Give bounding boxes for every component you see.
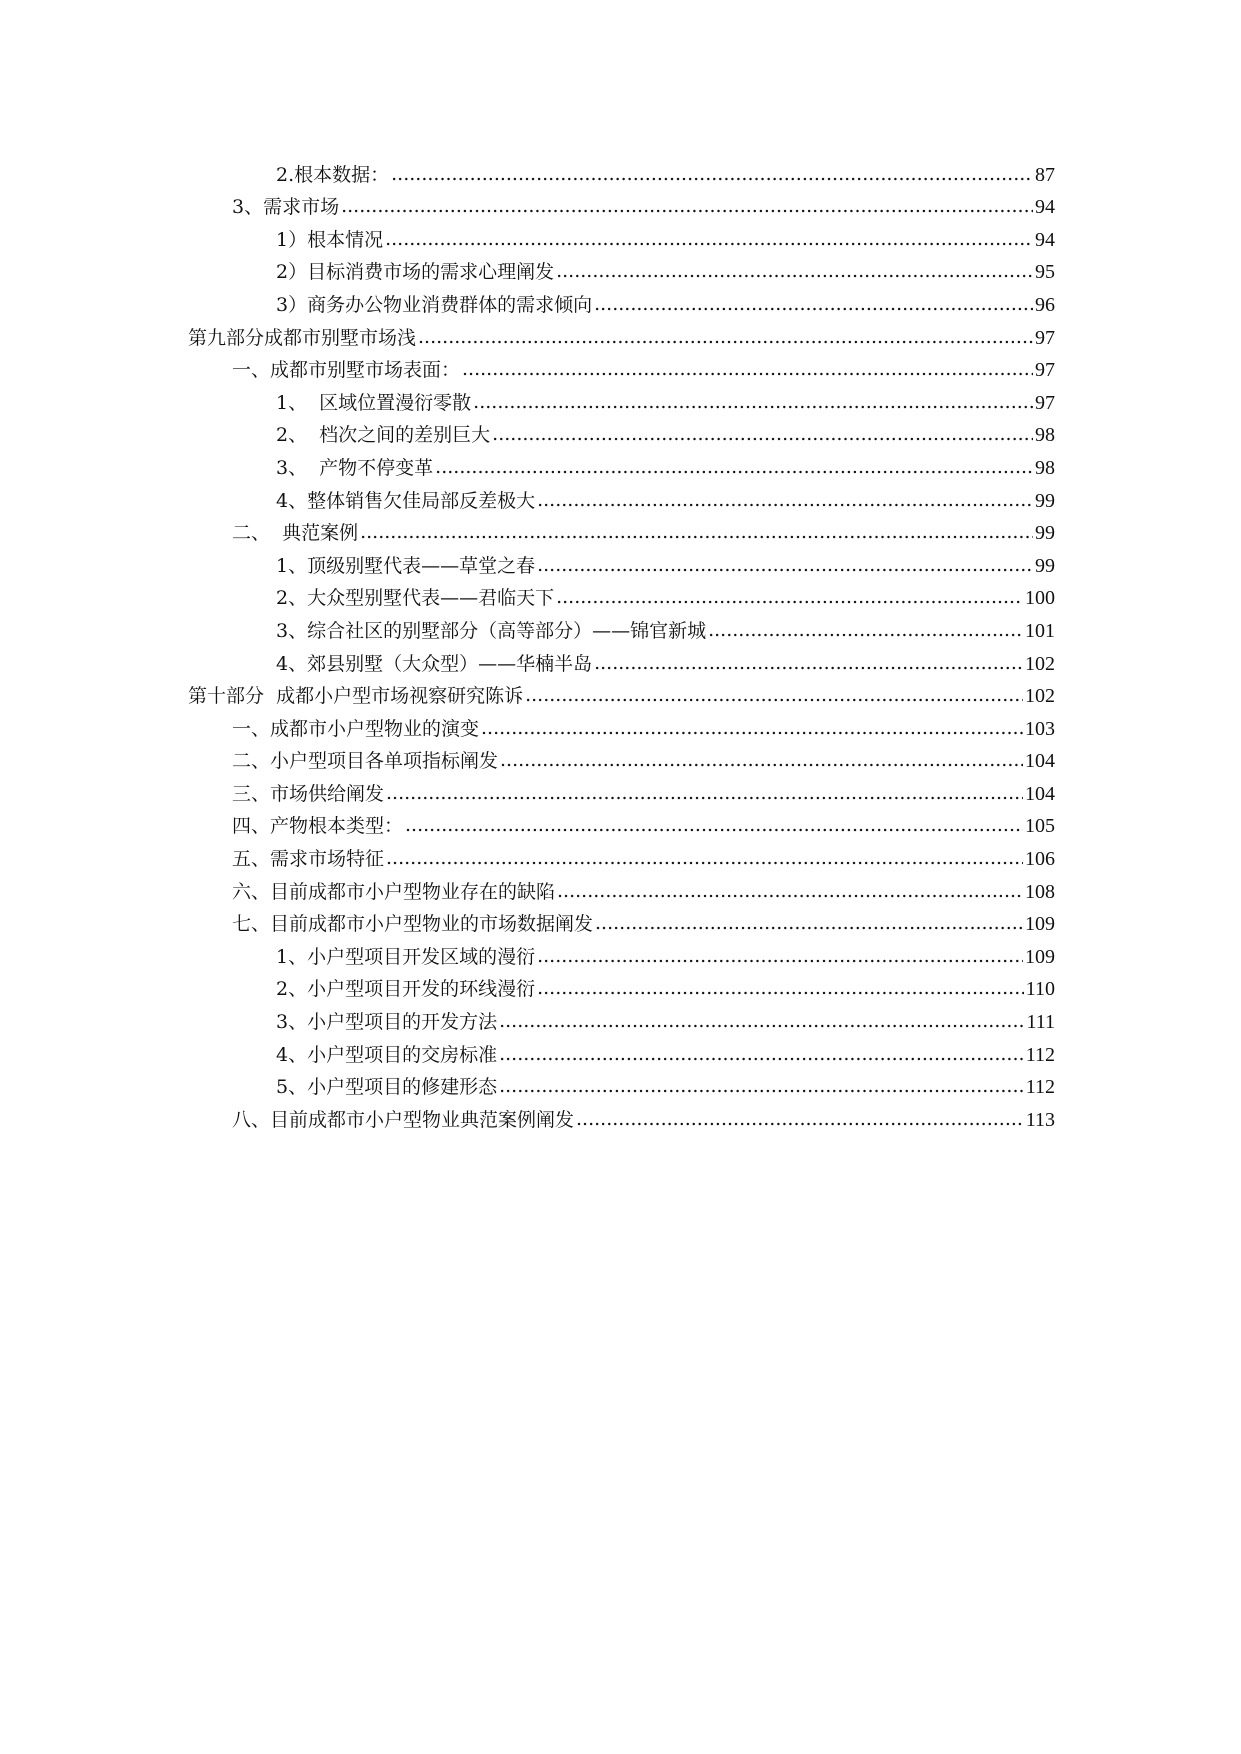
toc-entry-title: 1）根本情况 [276, 228, 384, 251]
toc-entry[interactable] [0, 905, 1241, 938]
toc-entry-title: 三、市场供给阐发 [232, 782, 385, 805]
toc-dot-leader [595, 912, 1023, 936]
toc-dot-leader [473, 391, 1033, 415]
toc-entry-title: 七、目前成都市小户型物业的市场数据阐发 [232, 913, 594, 936]
toc-dot-leader [462, 358, 1033, 382]
toc-entry[interactable] [0, 220, 1241, 253]
toc-entry[interactable] [0, 448, 1241, 481]
toc-dot-leader [385, 228, 1033, 252]
toc-entry-title: 六、目前成都市小户型物业存在的缺陷 [232, 880, 556, 903]
toc-entry-title: 五、需求市场特征 [232, 848, 385, 871]
toc-entry[interactable] [0, 1035, 1241, 1068]
toc-dot-leader [537, 554, 1033, 578]
toc-entry[interactable] [0, 807, 1241, 840]
toc-entry[interactable] [0, 318, 1241, 351]
toc-entry-page-number: 95 [1035, 261, 1055, 284]
toc-entry-page-number: 101 [1025, 619, 1055, 642]
toc-dot-leader [537, 945, 1023, 969]
toc-dot-leader [537, 489, 1033, 513]
toc-entry[interactable] [0, 579, 1241, 612]
toc-entry-title: 第十部分 成都小户型市场视察研究陈诉 [188, 685, 524, 708]
toc-dot-leader [435, 456, 1033, 480]
toc-entry-page-number: 98 [1035, 456, 1055, 479]
toc-entry-title: 4、小户型项目的交房标准 [276, 1043, 498, 1066]
toc-entry-title: 3、需求市场 [232, 196, 340, 219]
toc-entry[interactable] [0, 155, 1241, 188]
toc-entry-page-number: 110 [1025, 978, 1055, 1001]
toc-entry-title: 1、顶级别墅代表——草堂之春 [276, 554, 536, 577]
toc-entry-title: 四、产物根本类型： [232, 815, 404, 838]
toc-entry[interactable] [0, 546, 1241, 579]
toc-entry-page-number: 97 [1035, 359, 1055, 382]
toc-entry[interactable] [0, 188, 1241, 221]
toc-dot-leader [500, 749, 1023, 773]
toc-dot-leader [360, 521, 1033, 545]
toc-dot-leader [556, 260, 1033, 284]
toc-entry[interactable] [0, 742, 1241, 775]
toc-entry-page-number: 108 [1025, 880, 1055, 903]
toc-dot-leader [708, 619, 1023, 643]
toc-entry[interactable] [0, 383, 1241, 416]
toc-entry[interactable] [0, 970, 1241, 1003]
toc-dot-leader [391, 163, 1033, 187]
toc-entry-title: 3、小户型项目的开发方法 [276, 1011, 498, 1034]
toc-entry-page-number: 111 [1026, 1011, 1055, 1034]
toc-dot-leader [525, 684, 1023, 708]
toc-dot-leader [556, 586, 1023, 610]
toc-entry-title: 2、大众型别墅代表——君临天下 [276, 587, 555, 610]
toc-dot-leader [537, 977, 1024, 1001]
toc-entry-page-number: 94 [1035, 196, 1055, 219]
toc-entry[interactable] [0, 644, 1241, 677]
toc-entry-page-number: 109 [1025, 945, 1055, 968]
toc-dot-leader [594, 652, 1023, 676]
toc-entry-page-number: 99 [1035, 522, 1055, 545]
toc-dot-leader [386, 847, 1023, 871]
toc-entry-title: 二、小户型项目各单项指标阐发 [232, 750, 499, 773]
toc-entry-title: 第九部分成都市别墅市场浅 [188, 326, 417, 349]
toc-entry-page-number: 104 [1025, 782, 1055, 805]
toc-dot-leader [341, 195, 1033, 219]
toc-dot-leader [418, 326, 1033, 350]
toc-entry-page-number: 98 [1035, 424, 1055, 447]
toc-entry-page-number: 102 [1025, 685, 1055, 708]
toc-entry-title: 4、整体销售欠佳局部反差极大 [276, 489, 536, 512]
toc-entry-title: 2、小户型项目开发的环线漫衍 [276, 978, 536, 1001]
toc-entry-page-number: 113 [1025, 1108, 1055, 1131]
toc-dot-leader [492, 423, 1033, 447]
toc-entry[interactable] [0, 1100, 1241, 1133]
toc-entry[interactable] [0, 872, 1241, 905]
toc-entry[interactable] [0, 351, 1241, 384]
toc-entry-title: 1、 区域位置漫衍零散 [276, 391, 472, 414]
toc-entry-page-number: 100 [1025, 587, 1055, 610]
toc-entry-page-number: 102 [1025, 652, 1055, 675]
toc-entry[interactable] [0, 774, 1241, 807]
toc-entry[interactable] [0, 514, 1241, 547]
toc-entry-page-number: 87 [1035, 163, 1055, 186]
toc-entry-page-number: 112 [1025, 1076, 1055, 1099]
toc-entry[interactable] [0, 253, 1241, 286]
toc-entry-page-number: 103 [1025, 717, 1055, 740]
table-of-contents [0, 155, 1241, 1133]
toc-dot-leader [481, 717, 1023, 741]
toc-entry[interactable] [0, 709, 1241, 742]
toc-dot-leader [576, 1108, 1024, 1132]
toc-entry-title: 5、小户型项目的修建形态 [276, 1076, 498, 1099]
toc-entry-title: 2.根本数据： [276, 163, 390, 186]
toc-entry-page-number: 97 [1035, 326, 1055, 349]
toc-entry-title: 3、综合社区的别墅部分（高等部分）——锦官新城 [276, 619, 707, 642]
toc-entry-page-number: 112 [1025, 1043, 1055, 1066]
toc-dot-leader [405, 814, 1023, 838]
toc-entry[interactable] [0, 416, 1241, 449]
toc-entry-title: 3、 产物不停变革 [276, 456, 434, 479]
toc-entry-page-number: 109 [1025, 913, 1055, 936]
toc-entry-title: 4、郊县别墅（大众型）——华楠半岛 [276, 652, 593, 675]
toc-entry-title: 2、 档次之间的差别巨大 [276, 424, 491, 447]
toc-entry-page-number: 99 [1035, 489, 1055, 512]
toc-entry[interactable] [0, 1068, 1241, 1101]
toc-entry[interactable] [0, 611, 1241, 644]
toc-entry-title: 二、 典范案例 [232, 522, 359, 545]
toc-dot-leader [594, 293, 1033, 317]
toc-entry-title: 2）目标消费市场的需求心理阐发 [276, 261, 555, 284]
toc-entry[interactable] [0, 481, 1241, 514]
toc-entry-title: 3）商务办公物业消费群体的需求倾向 [276, 293, 593, 316]
toc-entry[interactable] [0, 1002, 1241, 1035]
toc-entry-title: 1、小户型项目开发区域的漫衍 [276, 945, 536, 968]
toc-entry-page-number: 97 [1035, 391, 1055, 414]
toc-entry-page-number: 96 [1035, 293, 1055, 316]
toc-entry[interactable] [0, 677, 1241, 710]
toc-dot-leader [499, 1010, 1024, 1034]
toc-dot-leader [386, 782, 1023, 806]
toc-entry-page-number: 94 [1035, 228, 1055, 251]
toc-entry-page-number: 104 [1025, 750, 1055, 773]
toc-dot-leader [499, 1043, 1024, 1067]
toc-entry-page-number: 99 [1035, 554, 1055, 577]
toc-entry-page-number: 106 [1025, 848, 1055, 871]
toc-entry-title: 一、成都市别墅市场表面： [232, 359, 461, 382]
toc-entry-title: 八、目前成都市小户型物业典范案例阐发 [232, 1108, 575, 1131]
toc-entry-page-number: 105 [1025, 815, 1055, 838]
toc-entry[interactable] [0, 839, 1241, 872]
toc-entry[interactable] [0, 285, 1241, 318]
toc-entry-title: 一、成都市小户型物业的演变 [232, 717, 480, 740]
toc-entry[interactable] [0, 937, 1241, 970]
toc-dot-leader [557, 880, 1023, 904]
toc-dot-leader [499, 1075, 1024, 1099]
